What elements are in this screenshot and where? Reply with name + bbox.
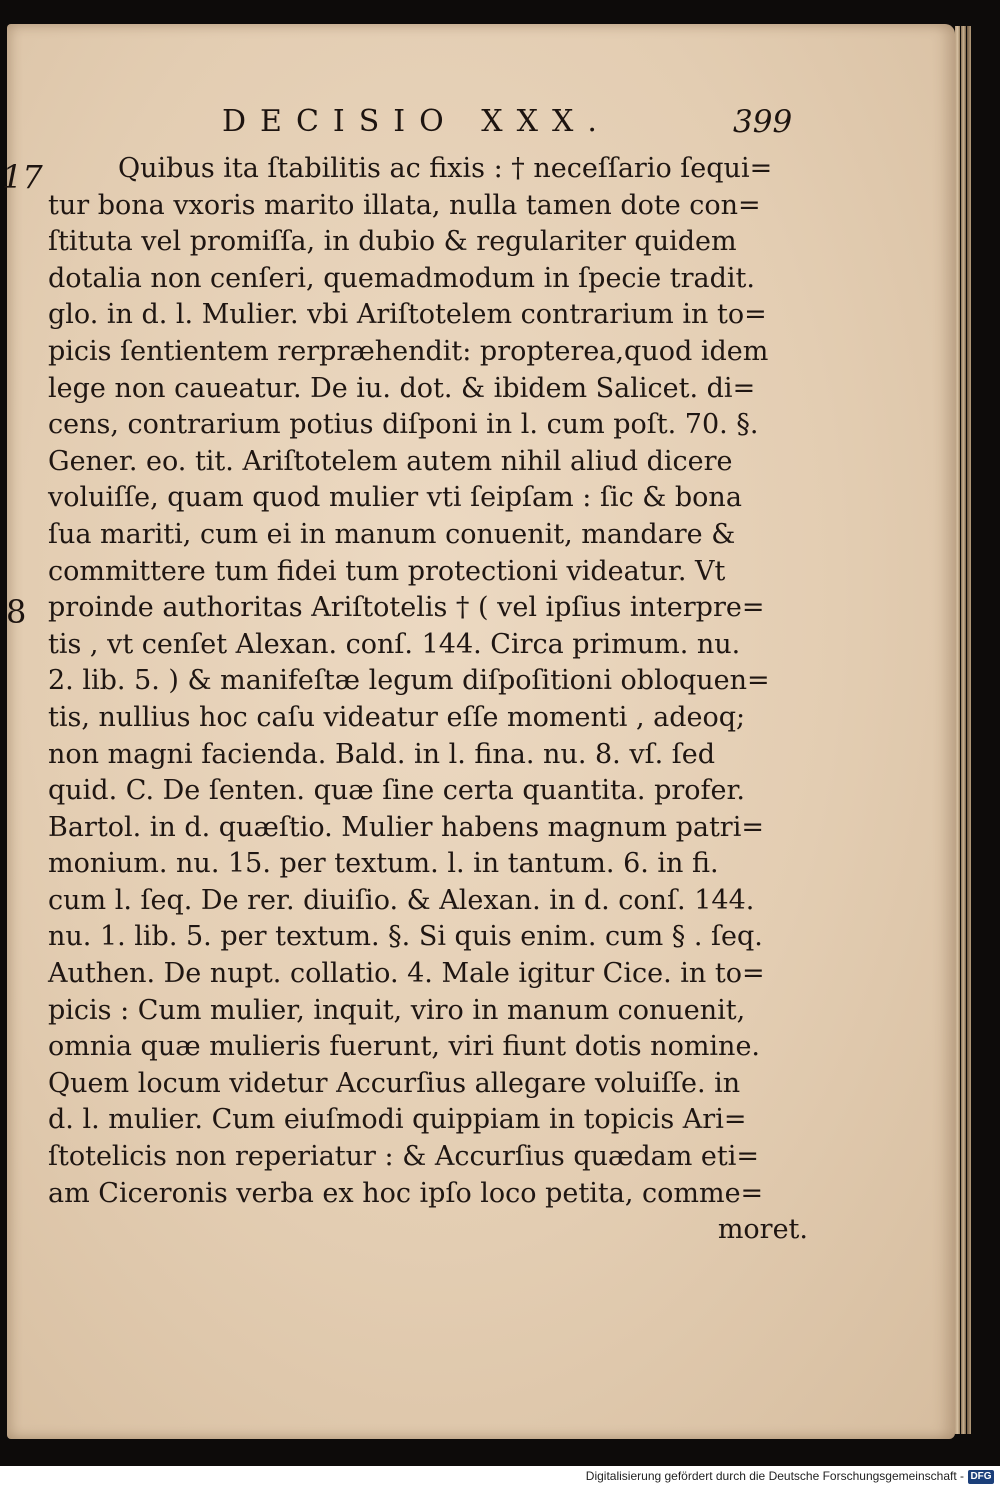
text-line: omnia quæ mulieris fuerunt, viri fiunt dotis nomine. (48, 1031, 761, 1063)
text-line: Bartol. in d. quæſtio. Mulier habens magnum patri= (48, 811, 764, 843)
body-text (48, 151, 808, 1249)
text-line: Quibus ita ſtabilitis ac fixis : † neceſſario ſequi= (118, 153, 773, 184)
page-number: 399 (733, 104, 793, 140)
text-line: voluiſſe, quam quod mulier vti ſeipſam : ſic & bona (48, 482, 742, 514)
text-line: Gener. eo. tit. Ariſtotelem autem nihil aliud dicere (48, 445, 733, 477)
text-line: non magni facienda. Bald. in l. fina. nu. 8. vſ. ſed (48, 738, 716, 770)
text-line: nu. 1. lib. 5. per textum. §. Si quis enim. cum § . ſeq. (48, 921, 763, 953)
text-line: quid. C. De ſenten. quæ ſine certa quantita. profer. (48, 775, 746, 807)
text-line: picis ſentientem rerpræhendit: propterea,quod idem (48, 335, 769, 367)
dfg-logo: DFG (968, 1470, 994, 1484)
text-line: Quem locum videtur Accurſius allegare voluiſſe. in (48, 1067, 741, 1099)
text-line: committere tum fidei tum protectioni videatur. Vt (48, 555, 726, 587)
running-head: DECISIO XXX. (222, 104, 611, 139)
text-line: tis , vt cenſet Alexan. conſ. 144. Circa primum. nu. (48, 628, 741, 660)
text-line: 2. lib. 5. ) & manifeſtæ legum diſpoſitioni obloquen= (48, 665, 770, 697)
text-line: tur bona vxoris marito illata, nulla tamen dote con= (48, 189, 761, 221)
text-line: tis, nullius hoc caſu videatur eſſe momenti , adeoq; (48, 701, 746, 733)
page-edge (967, 26, 971, 1434)
text-line: ſtotelicis non reperiatur : & Accurſius quædam eti= (48, 1141, 760, 1173)
text-line: Authen. De nupt. collatio. 4. Male igitur Cice. in to= (48, 958, 765, 990)
text-line: cens, contrarium potius diſponi in l. cum poſt. 70. §. (48, 409, 759, 441)
text-line: glo. in d. l. Mulier. vbi Ariſtotelem contrarium in to= (48, 299, 767, 331)
margin-note: 17 (2, 158, 43, 196)
page-edge (955, 26, 960, 1434)
text-line: am Ciceronis verba ex hoc ipſo loco petita, comme= (48, 1177, 764, 1209)
text-line: moret. (717, 1214, 808, 1246)
text-line: ſua mariti, cum ei in manum conuenit, mandare & (48, 518, 736, 550)
text-line: monium. nu. 15. per textum. l. in tantum. 6. in fi. (48, 848, 719, 880)
text-line: cum l. ſeq. De rer. diuiſio. & Alexan. in d. conſ. 144. (48, 884, 755, 916)
text-line: proinde authoritas Ariſtotelis † ( vel ipſius interpre= (48, 592, 765, 624)
page-edge (961, 26, 966, 1434)
margin-note: 8 (6, 593, 27, 631)
footer-credit: Digitalisierung gefördert durch die Deutsche Forschungsgemeinschaft - (585, 1469, 964, 1483)
text-line: picis : Cum mulier, inquit, viro in manum conuenit, (48, 994, 746, 1026)
footer-bar (0, 1466, 1000, 1489)
text-line: d. l. mulier. Cum eiuſmodi quippiam in topicis Ari= (48, 1104, 747, 1136)
text-line: dotalia non cenſeri, quemadmodum in ſpecie tradit. (48, 262, 755, 294)
text-line: lege non caueatur. De iu. dot. & ibidem Salicet. di= (48, 372, 756, 404)
text-line: ſtituta vel promiſſa, in dubio & regulariter quidem (48, 226, 737, 258)
